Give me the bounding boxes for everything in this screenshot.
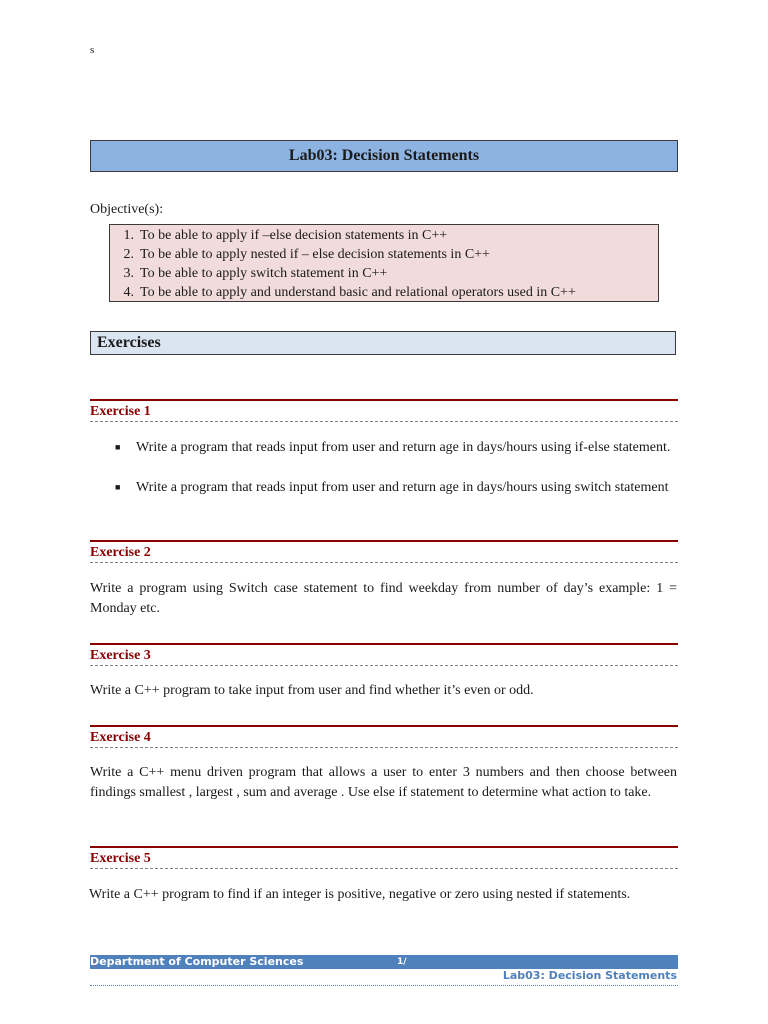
exercise-title: Exercise 4	[90, 727, 678, 748]
exercise-title: Exercise 5	[90, 848, 678, 869]
exercise-heading	[90, 643, 678, 666]
exercise-heading	[90, 846, 678, 869]
objective-text: To be able to apply and understand basic and relational operators used in C++	[140, 285, 576, 300]
exercise-heading	[90, 540, 678, 563]
page-title: Lab03: Decision Statements	[90, 140, 678, 172]
objective-text: To be able to apply switch statement in C++	[140, 266, 388, 281]
exercise-heading	[90, 399, 678, 422]
objectives-label: Objective(s):	[90, 202, 164, 217]
objective-text: To be able to apply nested if – else decision statements in C++	[140, 247, 490, 262]
exercise-bullet-text: Write a program that reads input from user and return age in days/hours using if-else statement.	[136, 440, 671, 455]
objective-item	[110, 245, 658, 264]
footer-department: Department of Computer Sciences	[90, 955, 304, 968]
exercise-heading	[90, 725, 678, 748]
exercises-header: Exercises	[90, 331, 676, 355]
objective-number: 2.	[123, 247, 134, 262]
exercise-text: Write a program using Switch case statement to find weekday from number of day’s example: 1 = Monday etc.	[90, 581, 677, 616]
objective-item	[110, 226, 658, 245]
square-bullet-icon: ■	[115, 482, 121, 492]
stray-mark: s	[90, 44, 95, 56]
exercise-text: Write a C++ program to find if an integer is positive, negative or zero using nested if statements.	[89, 887, 631, 902]
footer-lab-title: Lab03: Decision Statements	[502, 969, 677, 982]
square-bullet-icon: ■	[115, 442, 121, 452]
objective-item	[110, 283, 658, 302]
exercise-text: Write a C++ program to take input from user and find whether it’s even or odd.	[90, 683, 534, 698]
exercise-bullet	[115, 438, 677, 458]
objective-number: 1.	[123, 228, 134, 243]
footer-bar	[90, 955, 678, 969]
objective-number: 4.	[123, 285, 134, 300]
exercise-bullet-text: Write a program that reads input from user and return age in days/hours using switch statement	[136, 480, 669, 495]
footer-page-number: 1/	[397, 957, 407, 967]
footer-dotted-rule	[90, 985, 678, 986]
objective-text: To be able to apply if –else decision statements in C++	[140, 228, 448, 243]
exercise-bullet	[115, 478, 677, 498]
objectives-list	[110, 226, 658, 302]
exercise-title: Exercise 2	[90, 542, 678, 563]
exercise-title: Exercise 3	[90, 645, 678, 666]
objective-item	[110, 264, 658, 283]
objectives-box	[109, 224, 659, 302]
exercise-title: Exercise 1	[90, 401, 678, 422]
objective-number: 3.	[123, 266, 134, 281]
exercise-text: Write a C++ menu driven program that allows a user to enter 3 numbers and then choose between findings smallest , largest , sum and average . Use else if statement to determine what action to take.	[90, 765, 677, 800]
